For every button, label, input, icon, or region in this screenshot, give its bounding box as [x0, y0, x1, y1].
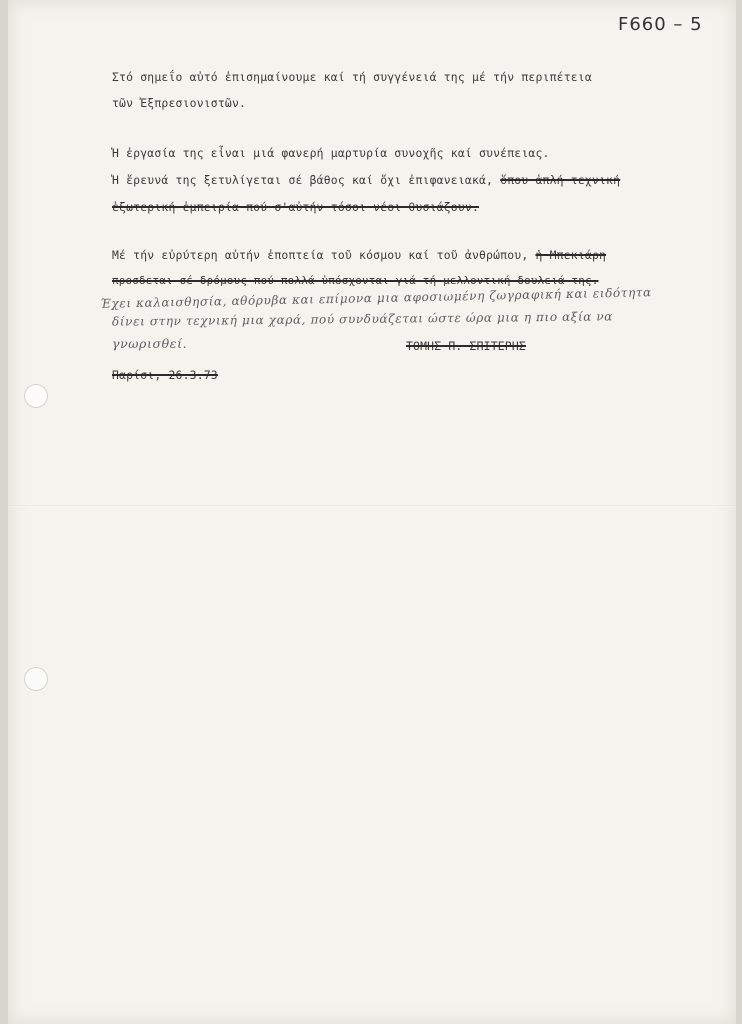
typed-text: Μέ τήν εὐρύτερη αὐτήν ἐποπτεία τοῦ κόσμου καί τοῦ ἀνθρώπου, [112, 248, 529, 262]
paper-fold [8, 505, 736, 507]
typed-text: Ἡ ἔρευνά της ξετυλίγεται σέ βάθος καί ὄχι ἐπιφανειακά, [112, 173, 494, 187]
punch-hole-bottom [24, 667, 48, 691]
struck-line: προσδεται σέ δρόμους πού πολλά ὑπόσχονται γιά τή μελλοντική δουλειά της. [112, 274, 599, 287]
struck-line: ἐξωτερική ἐμπειρία πού σ'αὐτήν τόσοι νέοι θυσιάζουν. [112, 200, 480, 214]
handwritten-line: Έχει καλαισθησία, αθόρυβα και επίμονα μια αφοσιωμένη ζωγραφική και ειδότητα [99, 285, 652, 311]
punch-hole-top [24, 384, 48, 408]
document-page [8, 0, 736, 1024]
handwritten-line: δίνει στην τεχνική μια χαρά, πού συνδυάζεται ώστε ώρα μια η πιο αξία να [111, 309, 614, 329]
struck-text: ἡ Μπεκιάρη [535, 248, 607, 262]
typed-line [112, 248, 606, 262]
typed-line: Στό σημεΐο αὐτό ἐπισημαίνουμε καί τή συγγένειά της μέ τήν περιπέτεια [112, 70, 592, 84]
archive-code: F660 – 5 [618, 14, 703, 35]
typed-line: Ἡ ἐργασία της εἶναι μιά φανερή μαρτυρία συνοχῆς καί συνέπειας. [112, 146, 550, 160]
handwritten-line: γνωρισθεί. [112, 336, 188, 351]
date-line: Παρίσι, 26.3.73 [112, 368, 218, 382]
struck-text: ὅπου ἁπλή τεχνική [500, 173, 621, 187]
signature: ΤΟΜΗΣ Π. ΣΠΙΤΕΡΗΣ [406, 339, 526, 353]
typed-line [112, 173, 620, 187]
typed-line: τῶν Ἐξπρεσιονιστῶν. [112, 96, 247, 110]
